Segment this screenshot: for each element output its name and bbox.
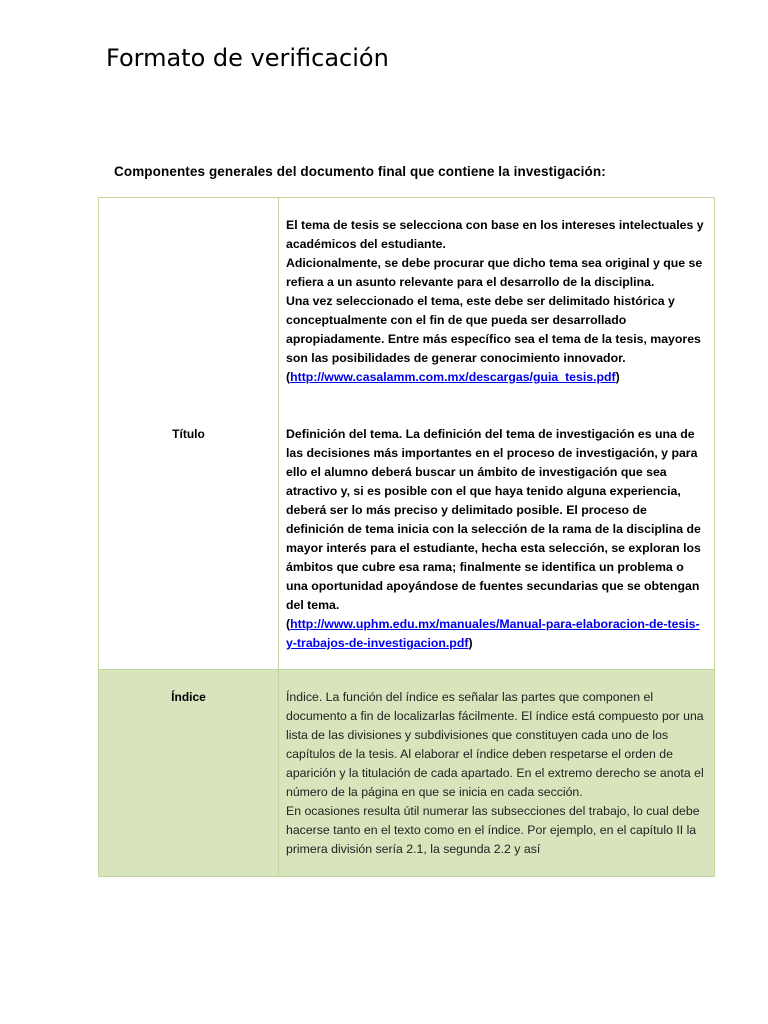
paragraph: En ocasiones resulta útil numerar las subsecciones del trabajo, lo cual debe hacerse tanto en el texto como en el índice. Por ejemplo, en el capítulo II la primera división sería 2.1, la segunda 2.2 y así: [286, 804, 700, 856]
row-label-cell: [99, 670, 279, 877]
paragraph: El tema de tesis se selecciona con base en los intereses intelectuales y académicos del estudiante.: [286, 218, 704, 251]
citation: [286, 615, 706, 653]
paragraph: Adicionalmente, se debe procurar que dicho tema sea original y que se refiera a un asunto relevante para el desarrollo de la disciplina.: [286, 256, 703, 289]
row-label-titulo: Título: [172, 426, 205, 441]
section-subtitle: Componentes generales del documento final que contiene la investigación:: [114, 164, 606, 179]
paren-close: ): [468, 636, 473, 650]
row-label-cell: [99, 198, 279, 670]
paren-open: (: [286, 370, 291, 384]
paren-open: (: [286, 617, 291, 631]
row-content-cell: [279, 670, 715, 877]
paragraph: Una vez seleccionado el tema, este debe ser delimitado histórica y conceptualmente con el fin de que pueda ser desarrollado apropiadamente. Entre más específico sea el tema de la tesis, mayores son las posibilidades de generar conocimiento innovador.: [286, 294, 701, 365]
table-row: [99, 670, 715, 877]
source-link-uphm[interactable]: http://www.uphm.edu.mx/manuales/Manual-para-elaboracion-de-tesis-y-trabajos-de-investigacion.pdf: [286, 617, 700, 650]
paren-close: ): [615, 370, 620, 384]
source-link-casalamm[interactable]: http://www.casalamm.com.mx/descargas/guia_tesis.pdf: [290, 370, 616, 384]
paragraph: Definición del tema. La definición del tema de investigación es una de las decisiones más importantes en el proceso de investigación, y para ello el alumno deberá buscar un ámbito de investigación que sea atractivo y, si es posible con el que haya tenido alguna experiencia, deberá ser lo más preciso y delimitado posible. El proceso de definición de tema inicia con la selección de la rama de la disciplina de mayor interés para el estudiante, hecha esta selección, se exploran los ámbitos que cubre esa rama; finalmente se identifica un problema o una oportunidad apoyándose de fuentes secundarias que se obtengan del tema.: [286, 427, 701, 612]
page-title: Formato de verificación: [106, 44, 389, 72]
paragraph: Índice. La función del índice es señalar las partes que componen el documento a fin de localizarlas fácilmente. El índice está compuesto por una lista de las divisiones y subdivisiones que constituyen cada uno de los capítulos de la tesis. Al elaborar el índice deben respetarse el orden de aparición y la titulación de cada apartado. En el extremo derecho se anota el número de la página en que se inicia en cada sección.: [286, 690, 704, 799]
row-label-indice: Índice: [171, 690, 206, 704]
citation: [286, 368, 706, 387]
components-table: [98, 197, 715, 877]
table-row: [99, 198, 715, 670]
row-content-cell: [279, 198, 715, 670]
